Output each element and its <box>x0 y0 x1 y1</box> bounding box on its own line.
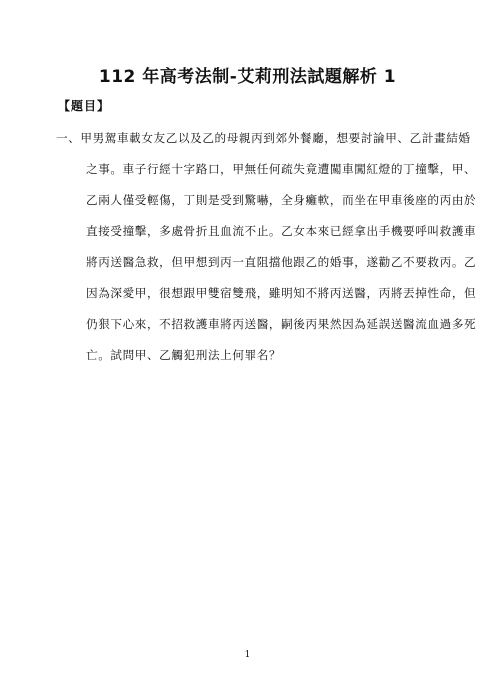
question-line: 將丙送醫急救，但甲想到丙一直阻擋他跟乙的婚事，遂勸乙不要救丙。乙 <box>86 255 477 269</box>
question-line: 乙兩人僅受輕傷，丁則是受到驚嚇，全身癱軟，而坐在甲車後座的丙由於 <box>86 193 477 207</box>
section-label: 【題目】 <box>58 99 111 113</box>
question-line: 亡。試問甲、乙觸犯刑法上何罪名？ <box>86 348 282 362</box>
question-line: 仍狠下心來，不招救護車將丙送醫，嗣後丙果然因為延誤送醫流血過多死 <box>86 317 477 331</box>
question-line: 直接受撞擊，多處骨折且血流不止。乙女本來已經拿出手機要呼叫救護車 <box>86 224 477 238</box>
page-number: 1 <box>244 650 251 660</box>
question-line: 之事。車子行經十字路口，甲無任何疏失竟遭闖車闖紅燈的丁撞擊，甲、 <box>86 162 477 176</box>
document-title: 112 年高考法制-艾莉刑法試題解析 1 <box>98 67 397 87</box>
question-line: 一、甲男駕車載女友乙以及乙的母親丙到郊外餐廳，想要討論甲、乙計畫結婚 <box>56 131 471 145</box>
question-line: 因為深愛甲，很想跟甲雙宿雙飛，雖明知不將丙送醫，丙將丟掉性命，但 <box>86 286 477 300</box>
